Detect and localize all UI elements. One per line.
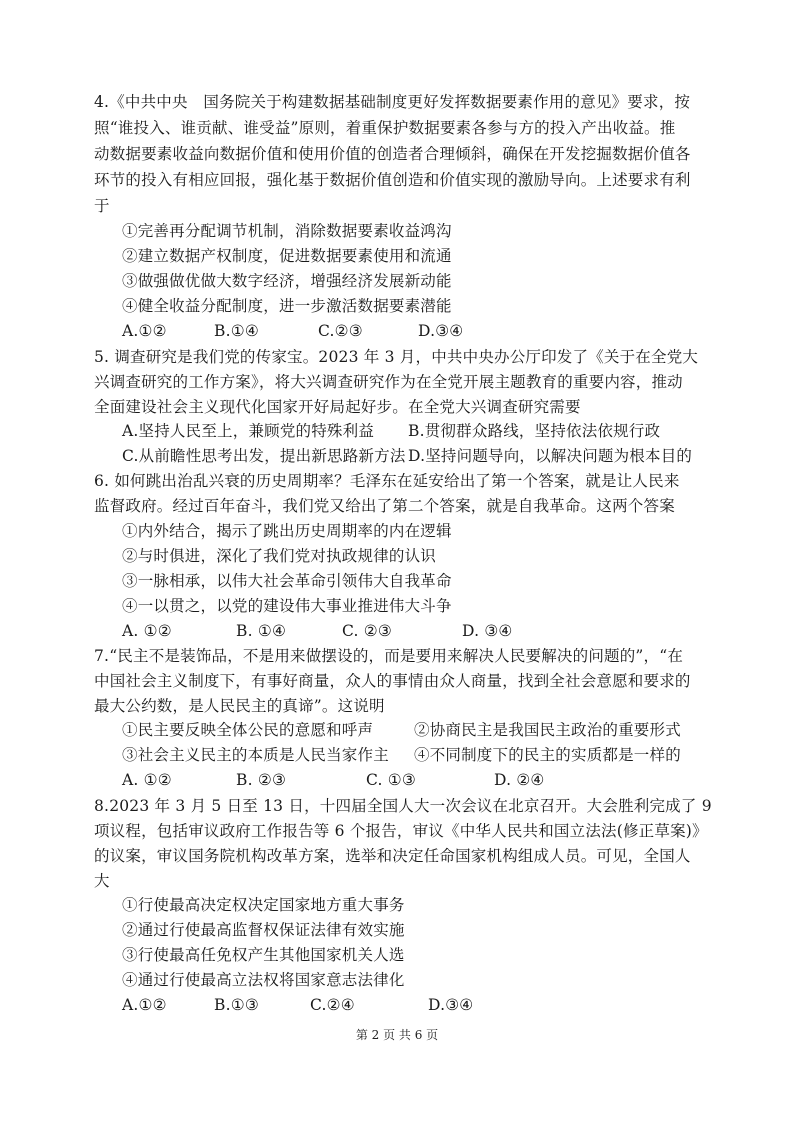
q8-option-c[interactable]: C.②④	[310, 996, 355, 1014]
q4-option-b[interactable]: B.①④	[214, 322, 259, 340]
q4-option-a[interactable]: A.①②	[122, 322, 167, 340]
q6-item-1: ①内外结合，揭示了跳出历史周期率的内在逻辑	[122, 522, 452, 540]
q7-stem: 中国社会主义制度下，有事好商量，众人的事情由众人商量，找到全社会意愿和要求的	[94, 672, 691, 690]
q5-option-c[interactable]: C.从前瞻性思考出发，提出新思路新方法	[122, 447, 406, 465]
q5-stem: 5. 调查研究是我们党的传家宝。2023 年 3 月，中共中央办公厅印发了《关于在全党大	[94, 348, 699, 366]
q5-option-a[interactable]: A.坚持人民至上，兼顾党的特殊利益	[122, 422, 375, 440]
q7-items-row-2	[122, 743, 702, 767]
q7-stem: 7.“民主不是装饰品，不是用来做摆设的，而是要用来解决人民要解决的问题的”，“在	[94, 647, 684, 665]
q4-item-2: ②建立数据产权制度，促进数据要素使用和流通	[122, 247, 452, 265]
q6-option-a[interactable]: A. ①②	[122, 622, 172, 640]
q6-option-d[interactable]: D. ③④	[462, 622, 513, 640]
q7-item-1: ①民主要反映全体公民的意愿和呼声	[122, 721, 374, 739]
q4-options	[122, 319, 522, 343]
q6-stem: 6. 如何跳出治乱兴衰的历史周期率？毛泽东在延安给出了第一个答案，就是让人民来	[94, 472, 680, 490]
q7-option-d[interactable]: D. ②④	[494, 771, 545, 789]
q5-option-b[interactable]: B.贯彻群众路线，坚持依法依规行政	[408, 422, 661, 440]
q4-stem: 照“谁投入、谁贡献、谁受益”原则，着重保护数据要素各参与方的投入产出收益。推	[94, 119, 676, 137]
q8-item-3: ③行使最高任免权产生其他国家机关人选	[122, 946, 405, 964]
q7-options	[122, 768, 562, 792]
q7-option-c[interactable]: C. ①③	[366, 771, 416, 789]
q5-stem: 兴调查研究的工作方案》，将大兴调查研究作为在全党开展主题教育的重要内容，推动	[94, 373, 683, 391]
q5-stem: 全面建设社会主义现代化国家开好局起好步。在全党大兴调查研究需要	[94, 398, 581, 416]
q7-item-3: ③社会主义民主的本质是人民当家作主	[122, 746, 389, 764]
q8-item-1: ①行使最高决定权决定国家地方重大事务	[122, 896, 405, 914]
q5-options-row-1	[122, 419, 702, 443]
q6-item-4: ④一以贯之，以党的建设伟大事业推进伟大斗争	[122, 597, 452, 615]
q6-option-c[interactable]: C. ②③	[342, 622, 392, 640]
q7-option-b[interactable]: B. ②③	[236, 771, 287, 789]
q7-item-2: ②协商民主是我国民主政治的重要形式	[414, 721, 681, 739]
q6-options	[122, 619, 542, 643]
q7-option-a[interactable]: A. ①②	[122, 771, 172, 789]
q8-stem: 8.2023 年 3 月 5 日至 13 日，十四届全国人大一次会议在北京召开。大会胜利完成了 9	[94, 797, 712, 815]
q6-item-2: ②与时俱进，深化了我们党对执政规律的认识	[122, 547, 437, 565]
q8-item-4: ④通过行使最高立法权将国家意志法律化	[122, 971, 405, 989]
q5-options-row-2	[122, 444, 702, 468]
q4-item-3: ③做强做优做大数字经济，增强经济发展新动能	[122, 272, 452, 290]
q4-stem: 动数据要素收益向数据价值和使用价值的创造者合理倾斜，确保在开发挖掘数据价值各	[94, 145, 691, 163]
page-number-footer: 第 2 页 共 6 页	[355, 1028, 439, 1042]
q7-item-4: ④不同制度下的民主的实质都是一样的	[414, 746, 681, 764]
q8-options	[122, 993, 522, 1017]
q4-item-4: ④健全收益分配制度，进一步激活数据要素潜能	[122, 297, 452, 315]
q8-option-a[interactable]: A.①②	[122, 996, 167, 1014]
q8-stem: 大	[94, 872, 110, 890]
q4-stem: 于	[94, 197, 110, 215]
q4-stem: 环节的投入有相应回报，强化基于数据价值创造和价值实现的激励导向。上述要求有利	[94, 171, 691, 189]
q8-option-d[interactable]: D.③④	[428, 996, 474, 1014]
q7-stem: 最大公约数，是人民民主的真谛”。这说明	[94, 697, 385, 715]
q4-stem: 4.《中共中央 国务院关于构建数据基础制度更好发挥数据要素作用的意见》要求，按	[94, 93, 691, 111]
q6-option-b[interactable]: B. ①④	[236, 622, 287, 640]
q4-item-1: ①完善再分配调节机制，消除数据要素收益鸿沟	[122, 222, 452, 240]
q4-option-c[interactable]: C.②③	[318, 322, 363, 340]
q6-stem: 监督政府。经过百年奋斗，我们党又给出了第二个答案，就是自我革命。这两个答案	[94, 497, 675, 515]
q6-item-3: ③一脉相承，以伟大社会革命引领伟大自我革命	[122, 572, 452, 590]
q8-option-b[interactable]: B.①③	[214, 996, 259, 1014]
q8-item-2: ②通过行使最高监督权保证法律有效实施	[122, 921, 405, 939]
q5-option-d[interactable]: D.坚持问题导向，以解决问题为根本目的	[408, 447, 693, 465]
q7-items-row-1	[122, 718, 702, 742]
q8-stem: 项议程，包括审议政府工作报告等 6 个报告，审议《中华人民共和国立法法(修正草案)》	[94, 822, 708, 840]
q8-stem: 的议案，审议国务院机构改革方案，选举和决定任命国家机构组成人员。可见，全国人	[94, 847, 691, 865]
q4-option-d[interactable]: D.③④	[418, 322, 464, 340]
